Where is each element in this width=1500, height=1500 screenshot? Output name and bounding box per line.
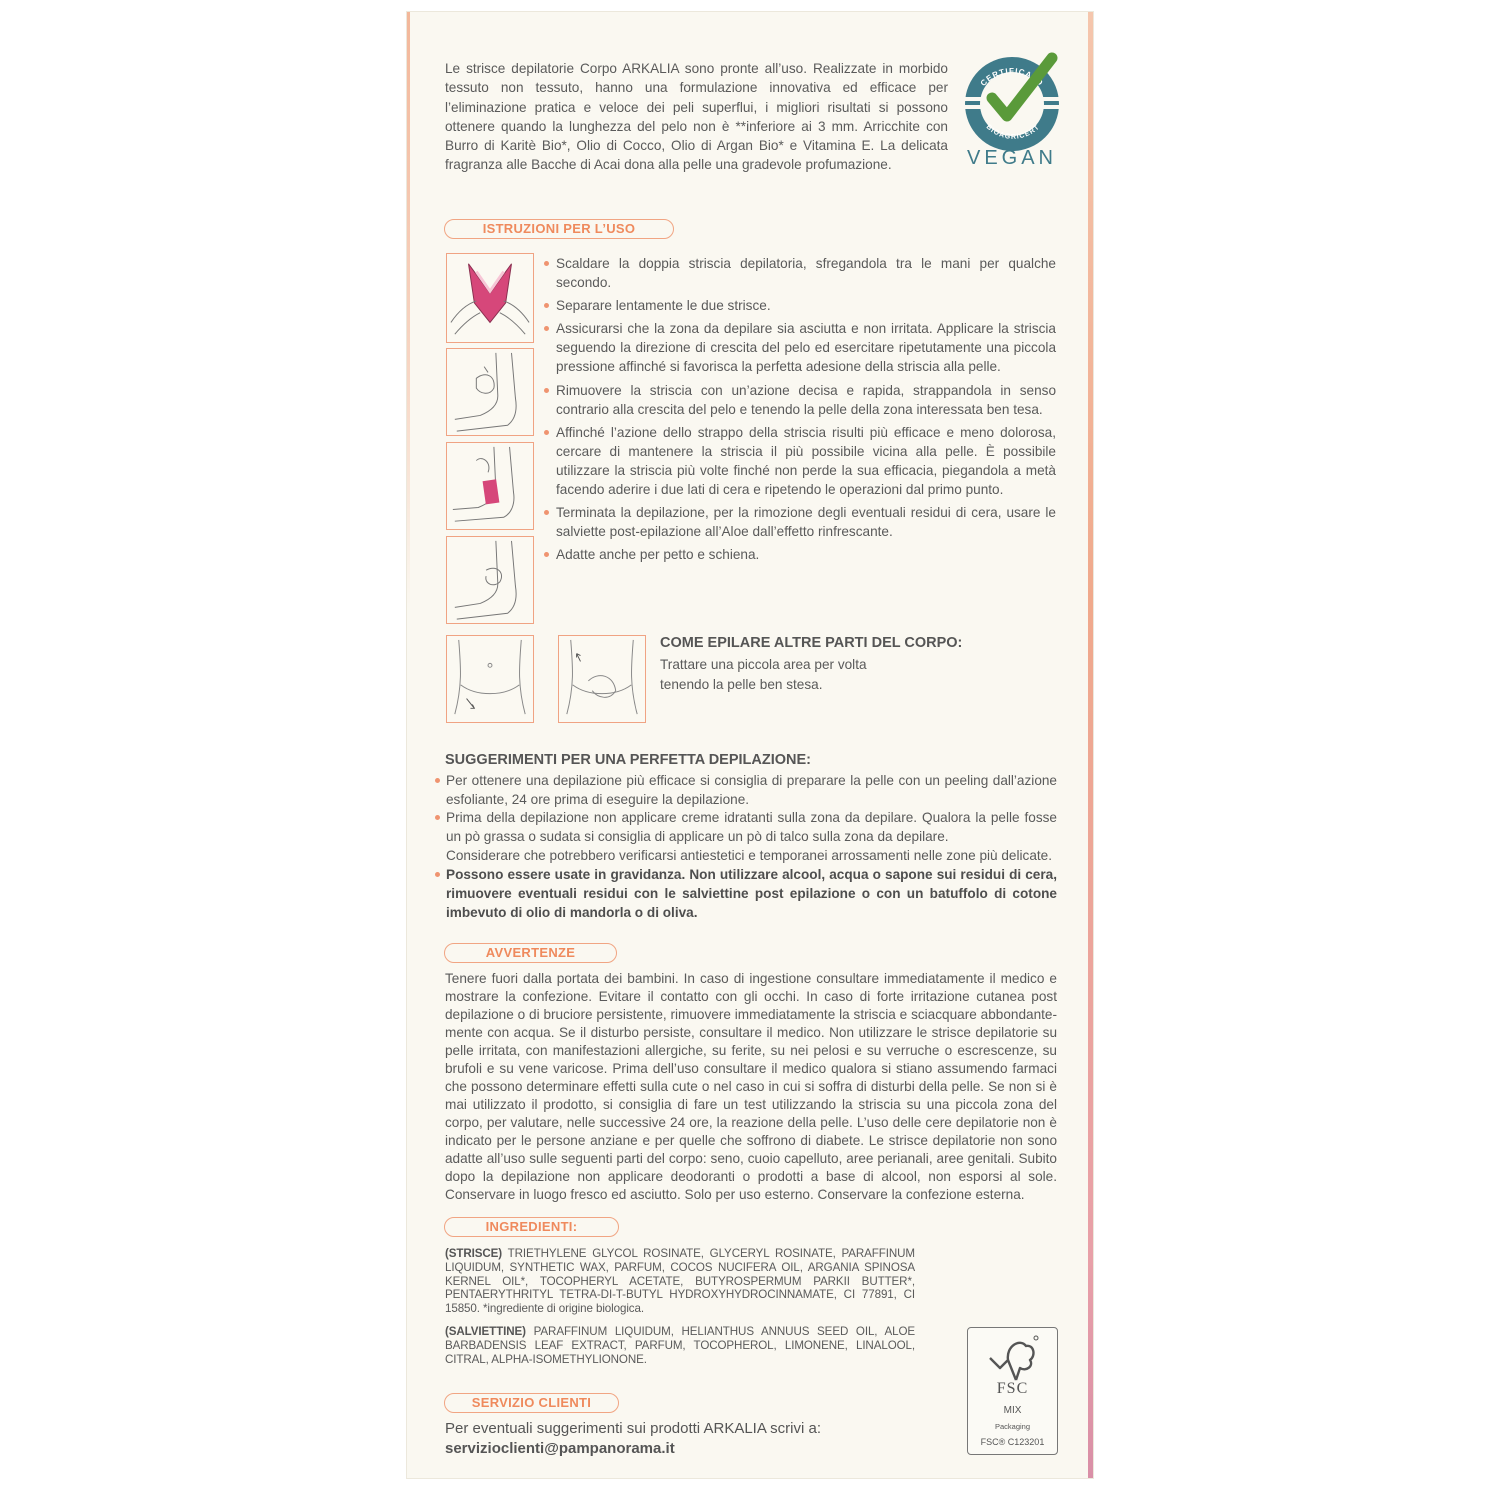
badge-ring-top-text: CERTIFICATO xyxy=(978,66,1046,88)
strips-label: (STRISCE) xyxy=(445,1247,503,1260)
vegan-label: VEGAN xyxy=(966,147,1058,169)
instruction-step-text: Scaldare la doppia striscia depilatoria, sfregandola tra le mani per qualche secondo. xyxy=(556,256,1056,290)
instructions-heading: ISTRUZIONI PER L’USO xyxy=(444,219,674,239)
bullet-icon xyxy=(544,552,549,557)
instruction-step xyxy=(556,381,1056,419)
instruction-step xyxy=(556,296,1056,315)
fsc-packaging: Packaging xyxy=(994,1422,1031,1431)
instruction-step-text: Rimuovere la striscia con un’azione decisa e rapida, strappandola in senso contrario alla crescita del pelo e tenendo la pelle della zona interessata ben tesa. xyxy=(556,383,1056,417)
other-parts-line-2: tenendo la pelle ben stesa. xyxy=(660,676,823,692)
ingredients-heading: INGREDIENTI: xyxy=(444,1217,619,1237)
service-email: servizioclienti@pampanorama.it xyxy=(445,1440,675,1457)
service-text: Per eventuali suggerimenti sui prodotti ARKALIA scrivi a: xyxy=(445,1420,822,1437)
strips-note: *ingrediente di origine biologica. xyxy=(483,1302,644,1316)
bikini-illustration xyxy=(447,636,533,722)
hands-strip-illustration xyxy=(447,254,533,342)
panel-right-edge xyxy=(1088,12,1093,1478)
bullet-icon xyxy=(435,778,440,783)
illustration-finish xyxy=(446,536,534,624)
tip-text: Prima della depilazione non applicare creme idratanti sulla zona da depilare. Qualora la pelle fosse un pò grassa o sudata si consiglia di applicare un pò di talco sulla zona da depilare. xyxy=(446,810,1057,844)
tip-text-continued: Considerare che potrebbero verificarsi antiestetici e temporanei arrossamenti nelle zone più delicate. xyxy=(446,848,1052,863)
fsc-mix: MIX xyxy=(1003,1405,1022,1416)
ingredients-wipes xyxy=(445,1325,915,1366)
tip-text: Possono essere usate in gravidanza. Non utilizzare alcool, acqua o sapone sui residui di cera, rimuovere eventuali residui con le salviettine post epilazione o con un batuffolo di cotone imbevuto di olio di mandorla o di oliva. xyxy=(446,867,1057,920)
instruction-step xyxy=(556,545,1056,564)
wipes-label: (SALVIETTINE) xyxy=(445,1325,526,1338)
tip-text: Per ottenere una depilazione più efficace si consiglia di preparare la pelle con un peeling dall’azione esfoliante, 24 ore prima di eseguire la depilazione. xyxy=(446,773,1057,807)
bullet-icon xyxy=(544,510,549,515)
leg-remove-illustration xyxy=(447,443,533,529)
wipes-ingredients: PARAFFINUM LIQUIDUM, HELIANTHUS ANNUUS SEED OIL, ALOE BARBADENSIS LEAF EXTRACT, PARFUM, TOCOPHEROL, LIMONENE, LINALOOL, CITRAL, ALPHA-ISOMETHYLIONONE. xyxy=(445,1325,916,1366)
bullet-icon xyxy=(435,872,440,877)
fsc-logo-text: FSC xyxy=(996,1380,1029,1397)
other-parts-heading: COME EPILARE ALTRE PARTI DEL CORPO: xyxy=(660,635,963,651)
badge-ring-bottom-text: BIOAGRICERT xyxy=(984,123,1042,141)
other-parts-line-1: Trattare una piccola area per volta xyxy=(660,657,867,672)
bullet-icon xyxy=(544,261,549,266)
illustration-remove-strip xyxy=(446,442,534,530)
tip-item xyxy=(446,771,1057,809)
product-description: Le strisce depilatorie Corpo ARKALIA sono pronte all’uso. Realizzate in morbido tessuto non tessuto, hanno una formulazione innovativa ed efficace per l’eliminazione pratica e veloce dei peli superflui, i migliori risultati si possono ottenere quando la lunghezza del pelo non è **inferiore ai 3 mm. Arricchite con Burro di Karitè Bio*, Olio di Cocco, Olio di Argan Bio* e Vitamina E. La delicata fragranza alle Bacche di Acai dona alla pelle una gradevole profumazione. xyxy=(445,61,948,173)
tips-heading: SUGGERIMENTI PER UNA PERFETTA DEPILAZIONE: xyxy=(445,752,812,768)
instruction-step-text: Terminata la depilazione, per la rimozione degli eventuali residui di cera, usare le salviette post-epilazione all’Aloe dall’effetto rinfrescante. xyxy=(556,505,1056,539)
service-heading: SERVIZIO CLIENTI xyxy=(444,1393,619,1413)
ingredients-strips xyxy=(445,1247,915,1316)
warnings-heading: AVVERTENZE xyxy=(444,943,617,963)
fsc-tree-icon xyxy=(986,1334,1040,1384)
bullet-icon xyxy=(544,303,549,308)
bullet-icon xyxy=(435,815,440,820)
bullet-icon xyxy=(544,388,549,393)
panel-left-edge xyxy=(407,12,410,612)
instruction-step-text: Separare lentamente le due strisce. xyxy=(556,298,771,313)
strips-ingredients: TRIETHYLENE GLYCOL ROSINATE, GLYCERYL ROSINATE, PARAFFINUM LIQUIDUM, SYNTHETIC WAX, PARFUM, COCOS NUCIFERA OIL, ARGANIA SPINOSA KERNEL OIL*, TOCOPHERYL ACETATE, BUTYROSPERMUM PARKII BUTTER*, PENTAERYTHRITYL TETRA-DI-T-BUTYL HYDROXYHYDROCINNAMATE, CI 77891, CI 15850. xyxy=(445,1247,915,1316)
instruction-step-text: Assicurarsi che la zona da depilare sia asciutta e non irritata. Applicare la striscia seguendo la direzione di crescita del pelo ed esercitare ripetutamente una piccola pressione affinché si favorisca la perfetta adesione della striscia alla pelle. xyxy=(556,321,1056,374)
body-area-illustration xyxy=(559,636,645,722)
other-parts-text xyxy=(660,655,920,694)
instruction-step-text: Adatte anche per petto e schiena. xyxy=(556,547,760,562)
leg-apply-illustration xyxy=(447,349,533,435)
instruction-step xyxy=(556,254,1056,292)
fsc-code: FSC® C123201 xyxy=(980,1437,1045,1447)
tip-item xyxy=(446,808,1057,865)
instruction-step xyxy=(556,319,1056,376)
tip-item xyxy=(446,865,1057,922)
bullet-icon xyxy=(544,430,549,435)
instruction-step xyxy=(556,503,1056,541)
illustration-other-area xyxy=(558,635,646,723)
instruction-step xyxy=(556,423,1056,499)
instruction-step-text: Affinché l’azione dello strappo della striscia risulti più efficace e meno dolorosa, cercare di mantenere la striscia il più possibile vicina alla pelle. È possibile utilizzare la striscia più volte finché non perde la sua efficacia, piegandola a metà facendo aderire i due lati di cera e ripetendo le operazioni dal primo punto. xyxy=(556,425,1056,497)
bullet-icon xyxy=(544,326,549,331)
vegan-certification-badge xyxy=(962,50,1062,175)
illustration-bikini-area xyxy=(446,635,534,723)
illustration-apply-strip xyxy=(446,348,534,436)
illustration-warm-strip xyxy=(446,253,534,343)
leg-finish-illustration xyxy=(447,537,533,623)
warnings-text: Tenere fuori dalla portata dei bambini. In caso di ingestione consultare immediatamente il medico e mostrare la confezione. Evitare il contatto con gli occhi. In caso di forte irritazione cutanea post depilazione o di bruciore persistente, rimuovere immediatamente la striscia e sciacquare abbondante-mente con acqua. Se il disturbo persiste, consultare il medico. Non utilizzare le strisce depilatorie su pelle irritata, con manifestazioni allergiche, su ferite, su nei pelosi e su verruche o escrescenze, su brufoli e su vene varicose. Prima dell’uso consultare il medico qualora si stiano assumendo farmaci che possono determinare effetti sulla cute o nel caso in cui si soffra di disturbi della pelle. Se non si è mai utilizzato il prodotto, si consiglia di fare un test utilizzando la striscia su una piccola zona del corpo, per valutare, nelle successive 24 ore, la reazione della pelle. L’uso delle cere depilatorie non è indicato per le persone anziane e per quelle che soffrono di diabete. Le strisce depilatorie non sono adatte all’uso sulle seguenti parti del corpo: seno, cuoio capelluto, aree perianali, aree genitali. Subito dopo la depilazione non applicare deodoranti o prodotti a base di alcool, non esporsi al sole. Conservare in luogo fresco ed asciutto. Solo per uso esterno. Conservare la confezione esterna. xyxy=(445,971,1057,1202)
fsc-logo xyxy=(967,1327,1058,1455)
